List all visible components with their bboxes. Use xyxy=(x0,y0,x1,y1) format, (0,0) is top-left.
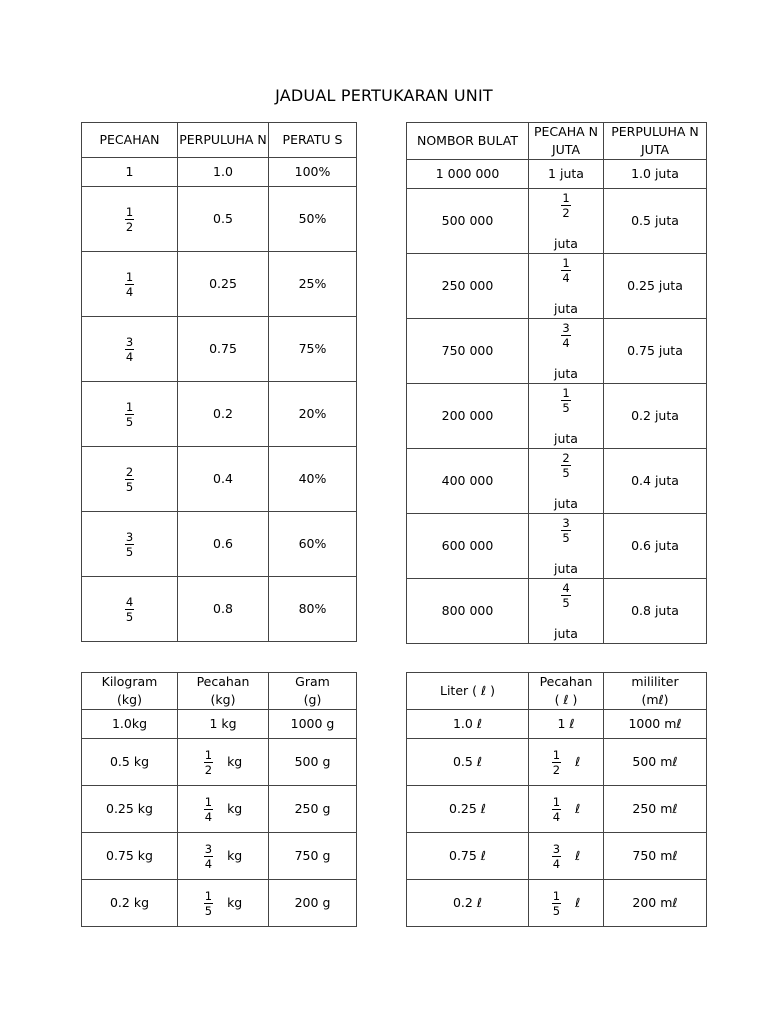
fraction: $\frac{1}{2}$ xyxy=(125,204,134,234)
fraction-text: 1 ℓ xyxy=(529,710,604,739)
fraction: $\frac{3}{5}$ xyxy=(562,516,570,545)
percent-value: 100% xyxy=(269,158,357,187)
liter-value: 0.5 ℓ xyxy=(407,739,529,786)
unit-label: ℓ xyxy=(575,847,581,863)
mass-conversion-table xyxy=(81,672,357,927)
unit-label: kg xyxy=(227,894,243,910)
fraction-cell xyxy=(82,512,178,577)
table-row xyxy=(407,739,707,786)
fraction-cell xyxy=(529,449,604,514)
table-row xyxy=(407,880,707,927)
fraction-text: 1 juta xyxy=(529,160,604,189)
liter-value: 0.2 ℓ xyxy=(407,880,529,927)
fraction-cell xyxy=(529,319,604,384)
ml-value: 1000 mℓ xyxy=(604,710,707,739)
table-row xyxy=(407,160,707,189)
table-row xyxy=(407,254,707,319)
decimal-value: 1.0 juta xyxy=(604,160,707,189)
fraction: $\frac{1}{5}$ xyxy=(204,888,213,918)
table-row xyxy=(82,512,357,577)
fraction: $\frac{1}{4}$ xyxy=(562,256,570,285)
whole-value: 1 000 000 xyxy=(407,160,529,189)
table-row xyxy=(407,710,707,739)
unit-label: kg xyxy=(227,753,243,769)
table-row xyxy=(82,577,357,642)
liter-value: 0.25 ℓ xyxy=(407,786,529,833)
kg-value: 0.25 kg xyxy=(82,786,178,833)
fraction-cell xyxy=(178,739,269,786)
header-pecahan-juta: PECAHA N JUTA xyxy=(529,123,604,160)
decimal-value: 0.75 juta xyxy=(604,319,707,384)
unit-label: juta xyxy=(554,431,578,446)
table-row xyxy=(407,319,707,384)
fraction-cell xyxy=(529,739,604,786)
header-pecahan: PECAHAN xyxy=(82,123,178,158)
decimal-value: 0.6 juta xyxy=(604,514,707,579)
fraction: $\frac{1}{5}$ xyxy=(562,386,570,415)
fraction-text: 1 kg xyxy=(178,710,269,739)
table-row xyxy=(82,786,357,833)
unit-label: juta xyxy=(554,236,578,251)
percent-value: 80% xyxy=(269,577,357,642)
header-perpuluhan-juta: PERPULUHA N JUTA xyxy=(604,123,707,160)
fraction-cell xyxy=(529,880,604,927)
whole-value: 250 000 xyxy=(407,254,529,319)
fraction-cell xyxy=(82,447,178,512)
decimal-value: 0.25 xyxy=(178,252,269,317)
decimal-value: 0.25 juta xyxy=(604,254,707,319)
whole-value: 800 000 xyxy=(407,579,529,644)
unit-label: ℓ xyxy=(575,894,581,910)
liter-value: 1.0 ℓ xyxy=(407,710,529,739)
fraction-cell xyxy=(178,833,269,880)
table-row xyxy=(407,384,707,449)
table-row xyxy=(407,786,707,833)
volume-conversion-table xyxy=(406,672,707,927)
table-row xyxy=(82,158,357,187)
ml-value: 200 mℓ xyxy=(604,880,707,927)
decimal-value: 0.8 xyxy=(178,577,269,642)
fraction: $\frac{3}{4}$ xyxy=(204,841,213,871)
header-gram: Gram (g) xyxy=(269,673,357,710)
fraction: $\frac{2}{5}$ xyxy=(562,451,570,480)
kg-value: 1.0kg xyxy=(82,710,178,739)
fraction: $\frac{1}{4}$ xyxy=(125,269,134,299)
header-pecahan-liter: Pecahan ( ℓ ) xyxy=(529,673,604,710)
fraction-decimal-percent-table xyxy=(81,122,357,642)
unit-label: ℓ xyxy=(575,753,581,769)
fraction: $\frac{1}{5}$ xyxy=(125,399,134,429)
ml-value: 750 mℓ xyxy=(604,833,707,880)
gram-value: 200 g xyxy=(269,880,357,927)
unit-label: kg xyxy=(227,847,243,863)
header-peratus: PERATU S xyxy=(269,123,357,158)
fraction: $\frac{1}{2}$ xyxy=(562,191,570,220)
fraction-cell xyxy=(529,579,604,644)
fraction-cell xyxy=(529,786,604,833)
whole-value: 1 xyxy=(82,158,178,187)
unit-label: juta xyxy=(554,366,578,381)
gram-value: 1000 g xyxy=(269,710,357,739)
percent-value: 50% xyxy=(269,187,357,252)
fraction-cell xyxy=(178,786,269,833)
decimal-value: 0.5 xyxy=(178,187,269,252)
table-row xyxy=(82,317,357,382)
table-row xyxy=(82,880,357,927)
million-conversion-table xyxy=(406,122,707,644)
liter-value: 0.75 ℓ xyxy=(407,833,529,880)
percent-value: 40% xyxy=(269,447,357,512)
fraction: $\frac{4}{5}$ xyxy=(562,581,570,610)
fraction-cell xyxy=(529,514,604,579)
fraction: $\frac{3}{4}$ xyxy=(562,321,570,350)
table-row xyxy=(82,187,357,252)
table-row xyxy=(82,739,357,786)
table-row xyxy=(82,382,357,447)
decimal-value: 1.0 xyxy=(178,158,269,187)
unit-label: ℓ xyxy=(575,800,581,816)
unit-label: kg xyxy=(227,800,243,816)
page-title: JADUAL PERTUKARAN UNIT xyxy=(275,86,493,105)
kg-value: 0.5 kg xyxy=(82,739,178,786)
header-liter: Liter ( ℓ ) xyxy=(407,673,529,710)
decimal-value: 0.8 juta xyxy=(604,579,707,644)
fraction: $\frac{1}{2}$ xyxy=(552,747,561,777)
fraction: $\frac{4}{5}$ xyxy=(125,594,134,624)
header-nombor-bulat: NOMBOR BULAT xyxy=(407,123,529,160)
fraction-cell xyxy=(178,880,269,927)
unit-label: juta xyxy=(554,626,578,641)
fraction-cell xyxy=(82,317,178,382)
gram-value: 750 g xyxy=(269,833,357,880)
decimal-value: 0.5 juta xyxy=(604,189,707,254)
table-row xyxy=(407,449,707,514)
ml-value: 500 mℓ xyxy=(604,739,707,786)
fraction: $\frac{1}{2}$ xyxy=(204,747,213,777)
percent-value: 60% xyxy=(269,512,357,577)
decimal-value: 0.2 xyxy=(178,382,269,447)
fraction: $\frac{1}{5}$ xyxy=(552,888,561,918)
fraction: $\frac{2}{5}$ xyxy=(125,464,134,494)
fraction-cell xyxy=(529,384,604,449)
fraction: $\frac{3}{4}$ xyxy=(552,841,561,871)
header-perpuluhan: PERPULUHA N xyxy=(178,123,269,158)
table-row xyxy=(407,579,707,644)
decimal-value: 0.2 juta xyxy=(604,384,707,449)
decimal-value: 0.75 xyxy=(178,317,269,382)
fraction-cell xyxy=(82,187,178,252)
table-row xyxy=(82,447,357,512)
table-row xyxy=(407,833,707,880)
percent-value: 75% xyxy=(269,317,357,382)
header-kilogram: Kilogram (kg) xyxy=(82,673,178,710)
fraction-cell xyxy=(529,833,604,880)
fraction: $\frac{3}{5}$ xyxy=(125,529,134,559)
table-row xyxy=(82,710,357,739)
fraction-cell xyxy=(529,189,604,254)
fraction-cell xyxy=(82,577,178,642)
ml-value: 250 mℓ xyxy=(604,786,707,833)
table-row xyxy=(407,514,707,579)
unit-label: juta xyxy=(554,496,578,511)
gram-value: 250 g xyxy=(269,786,357,833)
decimal-value: 0.4 xyxy=(178,447,269,512)
unit-label: juta xyxy=(554,301,578,316)
fraction-cell xyxy=(82,382,178,447)
decimal-value: 0.6 xyxy=(178,512,269,577)
whole-value: 500 000 xyxy=(407,189,529,254)
fraction: $\frac{3}{4}$ xyxy=(125,334,134,364)
fraction: $\frac{1}{4}$ xyxy=(204,794,213,824)
fraction-cell xyxy=(529,254,604,319)
decimal-value: 0.4 juta xyxy=(604,449,707,514)
whole-value: 400 000 xyxy=(407,449,529,514)
whole-value: 200 000 xyxy=(407,384,529,449)
table-row xyxy=(82,833,357,880)
table-row xyxy=(407,189,707,254)
header-mililiter: mililiter (mℓ) xyxy=(604,673,707,710)
table-row xyxy=(82,252,357,317)
unit-label: juta xyxy=(554,561,578,576)
whole-value: 600 000 xyxy=(407,514,529,579)
whole-value: 750 000 xyxy=(407,319,529,384)
percent-value: 25% xyxy=(269,252,357,317)
header-pecahan-kg: Pecahan (kg) xyxy=(178,673,269,710)
gram-value: 500 g xyxy=(269,739,357,786)
fraction: $\frac{1}{4}$ xyxy=(552,794,561,824)
fraction-cell xyxy=(82,252,178,317)
percent-value: 20% xyxy=(269,382,357,447)
kg-value: 0.75 kg xyxy=(82,833,178,880)
kg-value: 0.2 kg xyxy=(82,880,178,927)
